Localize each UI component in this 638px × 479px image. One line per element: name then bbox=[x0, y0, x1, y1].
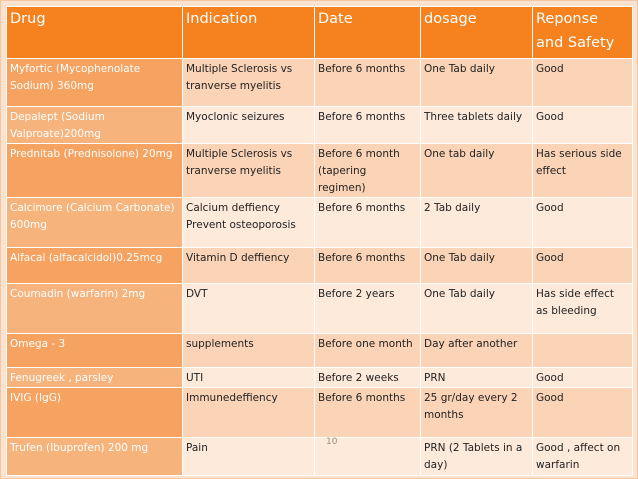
table-row bbox=[7, 438, 633, 476]
table-row bbox=[7, 284, 633, 334]
indication-cell: Multiple Sclerosis vs tranverse myelitis bbox=[183, 144, 315, 198]
dosage-cell: One Tab daily bbox=[421, 284, 533, 334]
header-response-safety: Reponse and Safety bbox=[533, 7, 633, 59]
medication-table bbox=[6, 6, 633, 476]
response-cell: Good bbox=[533, 198, 633, 248]
drug-cell: Depalept (Sodium Valproate)200mg bbox=[7, 107, 183, 144]
dosage-cell: Day after another bbox=[421, 334, 533, 368]
header-date: Date bbox=[315, 7, 421, 59]
drug-cell: Myfortic (Mycophenolate Sodium) 360mg bbox=[7, 59, 183, 107]
drug-cell: Trufen (Ibuprofen) 200 mg bbox=[7, 438, 183, 476]
response-cell bbox=[533, 334, 633, 368]
table-header-row bbox=[7, 7, 633, 59]
response-cell: Good bbox=[533, 388, 633, 438]
date-cell: Before 6 months bbox=[315, 248, 421, 284]
table-row bbox=[7, 388, 633, 438]
date-cell: Before 6 month (tapering regimen) bbox=[315, 144, 421, 198]
dosage-cell: One Tab daily bbox=[421, 248, 533, 284]
drug-cell: Prednitab (Prednisolone) 20mg bbox=[7, 144, 183, 198]
indication-cell: Pain bbox=[183, 438, 315, 476]
header-drug: Drug bbox=[7, 7, 183, 59]
table-row bbox=[7, 368, 633, 388]
date-cell: Before 2 weeks bbox=[315, 368, 421, 388]
response-cell: Good , affect on warfarin bbox=[533, 438, 633, 476]
table-row bbox=[7, 248, 633, 284]
indication-cell: DVT bbox=[183, 284, 315, 334]
response-cell: Good bbox=[533, 368, 633, 388]
response-cell: Good bbox=[533, 107, 633, 144]
table-row bbox=[7, 144, 633, 198]
date-cell: Before 2 years bbox=[315, 284, 421, 334]
table-row bbox=[7, 198, 633, 248]
dosage-cell: 2 Tab daily bbox=[421, 198, 533, 248]
header-dosage: dosage bbox=[421, 7, 533, 59]
indication-cell: supplements bbox=[183, 334, 315, 368]
drug-cell: Omega - 3 bbox=[7, 334, 183, 368]
table-row bbox=[7, 107, 633, 144]
date-cell: Before 6 months bbox=[315, 388, 421, 438]
date-cell: Before one month bbox=[315, 334, 421, 368]
drug-cell: Fenugreek , parsley bbox=[7, 368, 183, 388]
header-indication: Indication bbox=[183, 7, 315, 59]
date-cell: Before 6 months bbox=[315, 59, 421, 107]
table-row bbox=[7, 334, 633, 368]
indication-cell: Calcium deffiency Prevent osteoporosis bbox=[183, 198, 315, 248]
date-cell: Before 6 months bbox=[315, 107, 421, 144]
table-row bbox=[7, 59, 633, 107]
dosage-cell: One Tab daily bbox=[421, 59, 533, 107]
dosage-cell: PRN (2 Tablets in a day) bbox=[421, 438, 533, 476]
indication-cell: Myoclonic seizures bbox=[183, 107, 315, 144]
drug-cell: Coumadin (warfarin) 2mg bbox=[7, 284, 183, 334]
drug-cell: Alfacal (alfacalcidol)0.25mcg bbox=[7, 248, 183, 284]
drug-cell: IVIG (IgG) bbox=[7, 388, 183, 438]
response-cell: Good bbox=[533, 248, 633, 284]
response-cell: Good bbox=[533, 59, 633, 107]
slide-number: 10 bbox=[326, 437, 338, 447]
dosage-cell: Three tablets daily bbox=[421, 107, 533, 144]
indication-cell: UTI bbox=[183, 368, 315, 388]
indication-cell: Vitamin D deffiency bbox=[183, 248, 315, 284]
date-cell: Before 6 months bbox=[315, 198, 421, 248]
indication-cell: Multiple Sclerosis vs tranverse myelitis bbox=[183, 59, 315, 107]
response-cell: Has serious side effect bbox=[533, 144, 633, 198]
dosage-cell: One tab daily bbox=[421, 144, 533, 198]
indication-cell: Immunedeffiency bbox=[183, 388, 315, 438]
dosage-cell: PRN bbox=[421, 368, 533, 388]
response-cell: Has side effect as bleeding bbox=[533, 284, 633, 334]
drug-cell: Calcimore (Calcium Carbonate) 600mg bbox=[7, 198, 183, 248]
dosage-cell: 25 gr/day every 2 months bbox=[421, 388, 533, 438]
